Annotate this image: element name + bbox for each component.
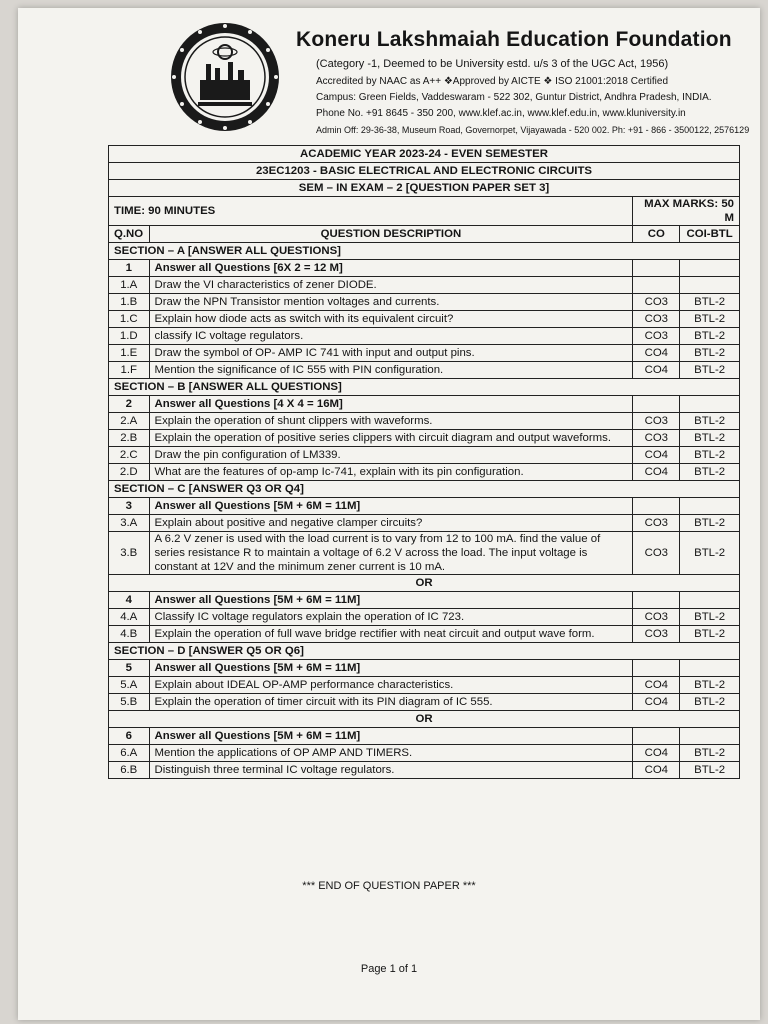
table-row (109, 311, 740, 328)
question-number: 5.B (109, 694, 150, 711)
co-cell: CO4 (633, 447, 680, 464)
btl-cell: BTL-2 (680, 745, 740, 762)
col-header-co: CO (633, 226, 680, 243)
col-header-qno: Q.NO (109, 226, 150, 243)
co-cell: CO3 (633, 294, 680, 311)
table-row (109, 464, 740, 481)
question-number: 4.A (109, 609, 150, 626)
table-row (109, 362, 740, 379)
page-number: Page 1 of 1 (360, 963, 418, 975)
question-number: 5 (109, 660, 150, 677)
btl-cell: BTL-2 (680, 515, 740, 532)
table-row (109, 498, 740, 515)
question-text: Draw the symbol of OP- AMP IC 741 with input and output pins. (149, 345, 633, 362)
question-text: Answer all Questions [5M + 6M = 11M] (149, 660, 633, 677)
co-cell (633, 498, 680, 515)
question-text: Mention the significance of IC 555 with PIN configuration. (149, 362, 633, 379)
question-text: Explain the operation of full wave bridge rectifier with neat circuit and output wave form. (149, 626, 633, 643)
table-row (109, 260, 740, 277)
btl-cell: BTL-2 (680, 532, 740, 575)
question-paper (18, 8, 760, 1020)
co-cell: CO3 (633, 626, 680, 643)
table-row (109, 677, 740, 694)
question-number: 1.C (109, 311, 150, 328)
co-cell (633, 728, 680, 745)
question-number: 2.A (109, 413, 150, 430)
org-campus: Campus: Green Fields, Vaddeswaram - 522 302, Guntur District, Andhra Pradesh, INDIA. (316, 92, 712, 103)
question-text: Answer all Questions [5M + 6M = 11M] (149, 498, 633, 515)
btl-cell: BTL-2 (680, 362, 740, 379)
question-number: 2.C (109, 447, 150, 464)
table-row (109, 592, 740, 609)
org-name: Koneru Lakshmaiah Education Foundation (296, 28, 732, 51)
question-number: 1.F (109, 362, 150, 379)
section-b-heading: SECTION – B [ANSWER ALL QUESTIONS] (109, 379, 740, 396)
question-number: 3.B (109, 532, 150, 575)
question-number: 4 (109, 592, 150, 609)
table-row (109, 609, 740, 626)
co-cell: CO4 (633, 677, 680, 694)
btl-cell (680, 728, 740, 745)
question-number: 2 (109, 396, 150, 413)
time-label: TIME: 90 MINUTES (109, 197, 633, 226)
question-number: 6 (109, 728, 150, 745)
question-number: 1.A (109, 277, 150, 294)
exam-title: SEM – IN EXAM – 2 [QUESTION PAPER SET 3] (109, 180, 740, 197)
question-number: 6.B (109, 762, 150, 779)
btl-cell (680, 396, 740, 413)
btl-cell: BTL-2 (680, 677, 740, 694)
question-text: Explain the operation of positive series clippers with circuit diagram and output waveforms. (149, 430, 633, 447)
question-number: 3 (109, 498, 150, 515)
question-text: Answer all Questions [5M + 6M = 11M] (149, 592, 633, 609)
co-cell: CO4 (633, 464, 680, 481)
co-cell: CO4 (633, 745, 680, 762)
question-text: Draw the NPN Transistor mention voltages and currents. (149, 294, 633, 311)
table-row (109, 660, 740, 677)
co-cell: CO4 (633, 694, 680, 711)
or-divider: OR (109, 575, 740, 592)
question-number: 1.E (109, 345, 150, 362)
question-number: 2.D (109, 464, 150, 481)
question-text: Explain about IDEAL OP-AMP performance characteristics. (149, 677, 633, 694)
question-text: Distinguish three terminal IC voltage regulators. (149, 762, 633, 779)
question-text: Explain about positive and negative clamper circuits? (149, 515, 633, 532)
question-text: Classify IC voltage regulators explain the operation of IC 723. (149, 609, 633, 626)
academic-year: ACADEMIC YEAR 2023-24 - EVEN SEMESTER (109, 146, 740, 163)
table-row (109, 396, 740, 413)
btl-cell (680, 592, 740, 609)
btl-cell (680, 277, 740, 294)
question-number: 5.A (109, 677, 150, 694)
col-header-btl: COI-BTL (680, 226, 740, 243)
co-cell: CO3 (633, 311, 680, 328)
co-cell (633, 396, 680, 413)
section-d-heading: SECTION – D [ANSWER Q5 OR Q6] (109, 643, 740, 660)
co-cell: CO4 (633, 362, 680, 379)
question-number: 4.B (109, 626, 150, 643)
co-cell: CO3 (633, 532, 680, 575)
org-category: (Category -1, Deemed to be University estd. u/s 3 of the UGC Act, 1956) (316, 58, 669, 70)
btl-cell: BTL-2 (680, 609, 740, 626)
max-marks-label: MAX MARKS: 50 M (633, 197, 740, 226)
section-a-heading: SECTION – A [ANSWER ALL QUESTIONS] (109, 243, 740, 260)
question-number: 1.B (109, 294, 150, 311)
table-row (109, 345, 740, 362)
question-text: Explain the operation of shunt clippers with waveforms. (149, 413, 633, 430)
table-row (109, 294, 740, 311)
question-text: Answer all Questions [5M + 6M = 11M] (149, 728, 633, 745)
section-c-heading: SECTION – C [ANSWER Q3 OR Q4] (109, 481, 740, 498)
table-row (109, 515, 740, 532)
question-text: What are the features of op-amp Ic-741, explain with its pin configuration. (149, 464, 633, 481)
btl-cell: BTL-2 (680, 694, 740, 711)
btl-cell: BTL-2 (680, 413, 740, 430)
question-text: Answer all Questions [6X 2 = 12 M] (149, 260, 633, 277)
question-number: 2.B (109, 430, 150, 447)
co-cell: CO3 (633, 430, 680, 447)
btl-cell: BTL-2 (680, 311, 740, 328)
table-row (109, 430, 740, 447)
question-text: A 6.2 V zener is used with the load current is to vary from 12 to 100 mA. find the value of series resistance R to maintain a voltage of 6.2 V across the load. The input voltage is constant at 12V and the minimum zener current is 10 mA. (149, 532, 633, 575)
col-header-description: QUESTION DESCRIPTION (149, 226, 633, 243)
university-seal-logo (168, 20, 282, 134)
co-cell: CO3 (633, 413, 680, 430)
end-of-paper: *** END OF QUESTION PAPER *** (302, 880, 476, 892)
table-row (109, 762, 740, 779)
question-text: Mention the applications of OP AMP AND TIMERS. (149, 745, 633, 762)
btl-cell: BTL-2 (680, 447, 740, 464)
question-table (108, 145, 740, 779)
co-cell (633, 260, 680, 277)
table-row (109, 532, 740, 575)
table-row (109, 413, 740, 430)
question-text: Draw the VI characteristics of zener DIODE. (149, 277, 633, 294)
question-text: classify IC voltage regulators. (149, 328, 633, 345)
btl-cell: BTL-2 (680, 626, 740, 643)
btl-cell (680, 260, 740, 277)
question-text: Explain the operation of timer circuit with its PIN diagram of IC 555. (149, 694, 633, 711)
btl-cell: BTL-2 (680, 430, 740, 447)
btl-cell: BTL-2 (680, 345, 740, 362)
btl-cell: BTL-2 (680, 762, 740, 779)
btl-cell: BTL-2 (680, 328, 740, 345)
letterhead (168, 20, 758, 140)
co-cell (633, 592, 680, 609)
table-row (109, 694, 740, 711)
btl-cell: BTL-2 (680, 294, 740, 311)
course-title: 23EC1203 - BASIC ELECTRICAL AND ELECTRONIC CIRCUITS (109, 163, 740, 180)
btl-cell (680, 498, 740, 515)
table-row (109, 277, 740, 294)
org-phone: Phone No. +91 8645 - 350 200, www.klef.ac.in, www.klef.edu.in, www.kluniversity.in (316, 108, 686, 119)
co-cell: CO4 (633, 762, 680, 779)
question-text: Answer all Questions [4 X 4 = 16M] (149, 396, 633, 413)
org-accreditation: Accredited by NAAC as A++ ❖Approved by AICTE ❖ ISO 21001:2018 Certified (316, 76, 669, 87)
co-cell: CO3 (633, 609, 680, 626)
co-cell: CO3 (633, 515, 680, 532)
btl-cell (680, 660, 740, 677)
co-cell: CO4 (633, 345, 680, 362)
or-divider: OR (109, 711, 740, 728)
table-row (109, 745, 740, 762)
table-row (109, 626, 740, 643)
co-cell (633, 277, 680, 294)
table-row (109, 728, 740, 745)
btl-cell: BTL-2 (680, 464, 740, 481)
co-cell: CO3 (633, 328, 680, 345)
question-number: 1 (109, 260, 150, 277)
question-text: Explain how diode acts as switch with its equivalent circuit? (149, 311, 633, 328)
org-admin-office: Admin Off: 29-36-38, Museum Road, Governorpet, Vijayawada - 520 002. Ph: +91 - 866 - 3500122, 2576129 (316, 125, 750, 135)
question-number: 1.D (109, 328, 150, 345)
question-text: Draw the pin configuration of LM339. (149, 447, 633, 464)
question-number: 6.A (109, 745, 150, 762)
question-number: 3.A (109, 515, 150, 532)
co-cell (633, 660, 680, 677)
table-row (109, 447, 740, 464)
table-row (109, 328, 740, 345)
